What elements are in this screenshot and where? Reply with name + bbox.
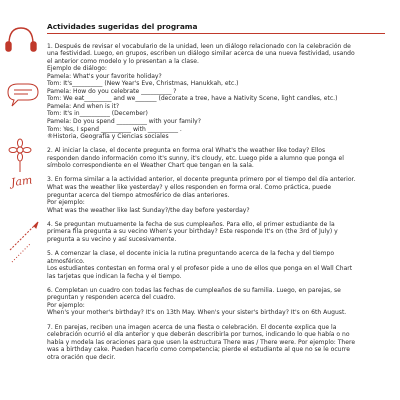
activity-line: 4. Se preguntan mutuamente la fecha de sus cumpleaños. Para ello, el primer estudiante de la xyxy=(47,220,335,228)
activity-line: was a birthday cake. Pueden hacerlo como competencia; pierde el estudiante al que no se le ocurre xyxy=(47,346,350,354)
speech-bubble-icon xyxy=(8,84,38,106)
activity-item xyxy=(47,176,385,214)
activity-line: atmosférico. xyxy=(47,257,85,265)
pencil-icon xyxy=(10,222,38,262)
activity-line: 1. Después de revisar el vocabulario de la unidad, leen un diálogo relacionado con la celebración de xyxy=(47,42,351,50)
activity-line: celebración ocurrió el día anterior y que deberán describirla por turnos, indicando lo que había o no xyxy=(47,331,350,339)
activity-line: responden dando información como It's sunny, it's cloudy, etc. Luego pide a alumno que ponga el xyxy=(47,154,344,162)
activity-line: Pamela: And when is it? xyxy=(47,102,120,110)
activity-line: 2. Al iniciar la clase, el docente pregunta en forma oral What's the weather like today? Ellos xyxy=(47,147,326,155)
activity-list xyxy=(47,43,385,362)
activity-line: el anterior como modelo y lo presentan a la clase. xyxy=(47,57,199,65)
activity-line: 6. Completan un cuadro con todas las fechas de cumpleaños de su familia. Luego, en parejas, se xyxy=(47,286,341,294)
activity-line: Ejemplo de diálogo: xyxy=(47,65,107,73)
activity-line: 3. En forma similar a la actividad anterior, el docente pregunta primero por el tiempo del día anterior. xyxy=(47,176,356,184)
activity-line: Los estudiantes contestan en forma oral y el profesor pide a uno de ellos que ponga en el Wall Chart xyxy=(47,265,353,273)
activity-item xyxy=(47,250,385,280)
activity-line: Pamela: Do you spend __________ with your family? xyxy=(47,118,201,126)
activity-line: Por ejemplo: xyxy=(47,199,85,207)
headphones-icon xyxy=(6,28,36,51)
page-title: Actividades sugeridas del programa xyxy=(47,23,385,34)
activity-line: había y modela las oraciones para que usen la estructura There was / There were. Por ejemplo: There xyxy=(47,338,356,346)
activity-line: Tom: We eat_________ and we_______ (decorate a tree, have a Nativity Scene, light candles, etc.) xyxy=(47,95,338,103)
activity-line: preguntar acerca del tiempo atmosférico de días anteriores. xyxy=(47,191,230,199)
activity-line: pregunta a su vecino y así sucesivamente. xyxy=(47,235,177,243)
activity-item xyxy=(47,287,385,317)
activity-item xyxy=(47,324,385,362)
activity-line: símbolo correspondiente en el Weather Chart que tengan en la sala. xyxy=(47,162,254,170)
activity-line: What was the weather like yesterday? y ellos responden en forma oral. Como práctica, puede xyxy=(47,184,332,192)
activity-line: preguntan y responden acerca del cuadro. xyxy=(47,294,176,302)
activity-line: ®Historia, Geografía y Ciencias sociales xyxy=(47,133,169,141)
activity-line: las tarjetas que indican la fecha y el tiempo. xyxy=(47,272,182,280)
activity-line: Tom: It's in__________ (December) xyxy=(47,110,148,118)
activity-line: otra oración que decir. xyxy=(47,353,116,361)
activity-line: Por ejemplo: xyxy=(47,301,85,309)
activity-line: una festividad. Luego, en grupos, escriben un diálogo similar acerca de una nueva festividad, usando xyxy=(47,50,355,58)
activity-line: 5. A comenzar la clase, el docente inicia la rutina preguntando acerca de la fecha y del tiempo xyxy=(47,250,335,258)
flower-icon xyxy=(9,139,31,172)
activity-line: Pamela: How do you celebrate __________ ? xyxy=(47,87,177,95)
activity-item xyxy=(47,221,385,244)
margin-decoration xyxy=(0,0,46,400)
activity-line: Tom: Yes, I spend __________ with __________ . xyxy=(47,125,182,133)
activity-line: Pamela: What's your favorite holiday? xyxy=(47,72,162,80)
activity-line: 7. En parejas, reciben una imagen acerca de una fiesta o celebración. El docente explica que la xyxy=(47,323,337,331)
document-content xyxy=(47,23,385,368)
activity-line: primera fila pregunta a su vecino When's your birthday? Este responde It's on (the 3rd of July) y xyxy=(47,228,338,236)
jam-label: Jam xyxy=(10,173,34,190)
activity-item xyxy=(47,147,385,170)
activity-line: Tom: It's__________ (New Year's Eve, Christmas, Hanukkah, etc.) xyxy=(47,80,239,88)
activity-line: What was the weather like last Sunday?/the day before yesterday? xyxy=(47,206,250,214)
activity-line: When's your mother's birthday? It's on 13th May. When's your sister's birthday? It's on 6th August. xyxy=(47,309,347,317)
activity-item xyxy=(47,43,385,141)
